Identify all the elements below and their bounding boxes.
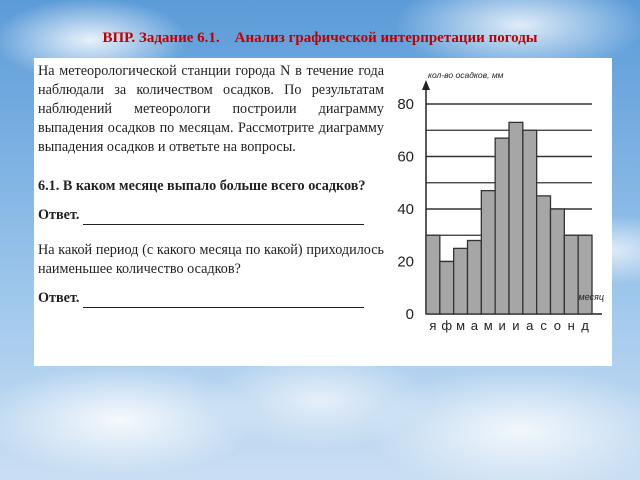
y-tick-label: 20: [397, 253, 414, 271]
bar: [578, 235, 592, 314]
task-intro: На метеорологической станции города N в течение года наблюдали за количеством осадков. По результатам наблюдений метеорологи построили диаграмму выпадения осадков по месяцам. Рассмотрите диаграмму выпадения осадков и ответьте на вопросы.: [38, 63, 384, 155]
x-tick-label: ф: [441, 318, 453, 333]
question-1-number: 6.1.: [38, 178, 60, 194]
y-tick-label: 0: [405, 306, 414, 323]
x-tick-label: д: [581, 318, 589, 333]
x-tick-label: н: [567, 318, 575, 333]
y-tick-label: 60: [397, 148, 414, 166]
bar: [454, 248, 468, 314]
question-2-text: На какой период (с какого месяца по какой) приходилось наименьшее количество осадков?: [38, 242, 384, 277]
slide-title: ВПР. Задание 6.1. Анализ графической интерпретации погоды: [102, 30, 538, 46]
bar: [468, 241, 482, 315]
bar: [481, 191, 495, 314]
bar: [509, 122, 523, 314]
task-card: [34, 58, 612, 366]
precipitation-chart: [34, 58, 612, 366]
answer-2-label: Ответ.: [38, 290, 80, 306]
y-axis-label: кол-во осадков, мм: [428, 70, 504, 80]
x-tick-label: о: [553, 318, 562, 333]
bar: [440, 262, 454, 315]
bar: [537, 196, 551, 314]
y-tick-label: 80: [397, 96, 414, 113]
bar: [564, 235, 578, 314]
y-tick-label: 40: [397, 201, 414, 218]
x-tick-label: м: [456, 318, 466, 333]
question-1-text: В каком месяце выпало больше всего осадков?: [62, 178, 366, 194]
answer-1-label: Ответ.: [38, 207, 80, 223]
x-tick-label: с: [540, 318, 547, 333]
x-axis-label: месяц: [578, 292, 604, 302]
bar: [495, 138, 509, 314]
x-tick-label: а: [470, 318, 479, 333]
bar: [551, 209, 565, 314]
x-tick-label: я: [429, 318, 437, 333]
bar: [523, 130, 537, 314]
x-tick-label: и: [498, 318, 506, 333]
bar: [426, 235, 440, 314]
x-tick-label: и: [512, 318, 520, 333]
y-axis-arrow: [422, 80, 430, 90]
x-tick-label: а: [526, 318, 534, 333]
x-tick-label: м: [483, 318, 493, 333]
